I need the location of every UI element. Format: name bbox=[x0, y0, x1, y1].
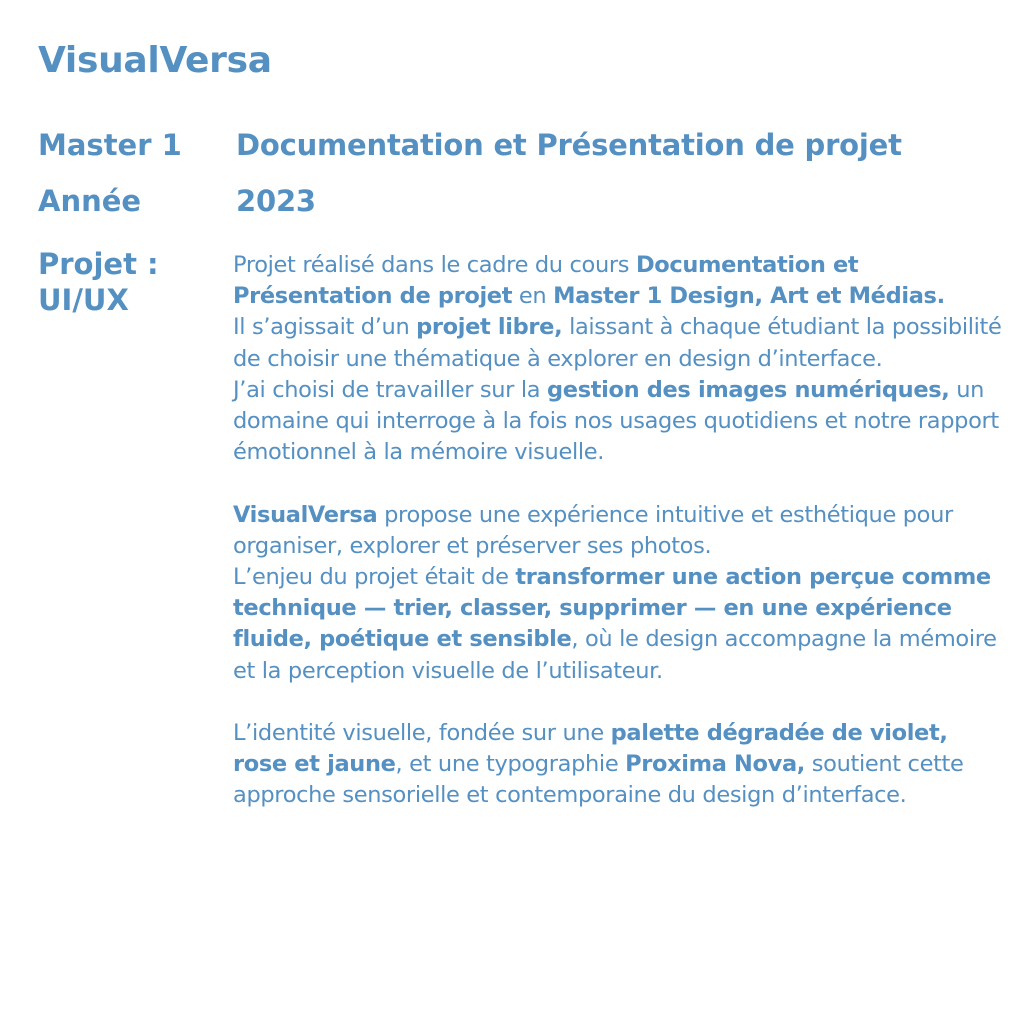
project-label-line1: Projet : bbox=[38, 247, 159, 281]
body-text-run: , où le design accompagne la mémoire et la perception visuelle de l’utilisateur. bbox=[233, 626, 997, 684]
emphasis-text: Master 1 Design, Art et Médias. bbox=[553, 283, 945, 310]
body-text-run: un domaine qui interroge à la fois nos usages quotidiens et notre rapport émotionnel à la mémoire visuelle. bbox=[233, 376, 999, 466]
body-text-run: en bbox=[512, 283, 554, 310]
emphasis-text: palette dégradée de violet, rose et jaune bbox=[233, 720, 948, 778]
level-label: Master 1 bbox=[38, 128, 182, 162]
body-text-run: propose une expérience intuitive et esthétique pour organiser, explorer et préserver ses photos. bbox=[233, 501, 953, 559]
paragraph-concept bbox=[233, 500, 1003, 687]
project-description bbox=[233, 250, 1003, 812]
emphasis-text: Proxima Nova, bbox=[625, 751, 805, 778]
emphasis-text: transformer une action perçue comme technique — trier, classer, supprimer — en une expérience fluide, poétique et sensible bbox=[233, 564, 991, 653]
year-label: Année bbox=[38, 184, 142, 218]
body-text-run: soutient cette approche sensorielle et contemporaine du design d’interface. bbox=[233, 751, 964, 809]
year-value: 2023 bbox=[236, 184, 316, 218]
project-label-line2: UI/UX bbox=[38, 283, 129, 317]
body-text-run: J’ai choisi de travailler sur la bbox=[233, 376, 548, 403]
course-name: Documentation et Présentation de projet bbox=[236, 128, 902, 162]
body-text-run: L’enjeu du projet était de bbox=[233, 564, 516, 591]
body-text-run: Projet réalisé dans le cadre du cours bbox=[233, 252, 636, 278]
body-text-run: , et une typographie bbox=[395, 751, 626, 778]
emphasis-text: projet libre, bbox=[416, 314, 563, 341]
paragraph-identity bbox=[233, 718, 1003, 812]
body-text-run: Il s’agissait d’un bbox=[233, 314, 417, 341]
paragraph-context bbox=[233, 250, 1003, 468]
project-type-label bbox=[38, 246, 159, 318]
emphasis-text: gestion des images numériques, bbox=[547, 376, 950, 403]
body-text-run: laissant à chaque étudiant la possibilité de choisir une thématique à explorer en design d’interface. bbox=[233, 314, 1002, 372]
page-title: VisualVersa bbox=[38, 40, 272, 81]
emphasis-text: VisualVersa bbox=[233, 501, 378, 528]
emphasis-text: Documentation et Présentation de projet bbox=[233, 252, 859, 310]
body-text-run: L’identité visuelle, fondée sur une bbox=[233, 720, 611, 747]
